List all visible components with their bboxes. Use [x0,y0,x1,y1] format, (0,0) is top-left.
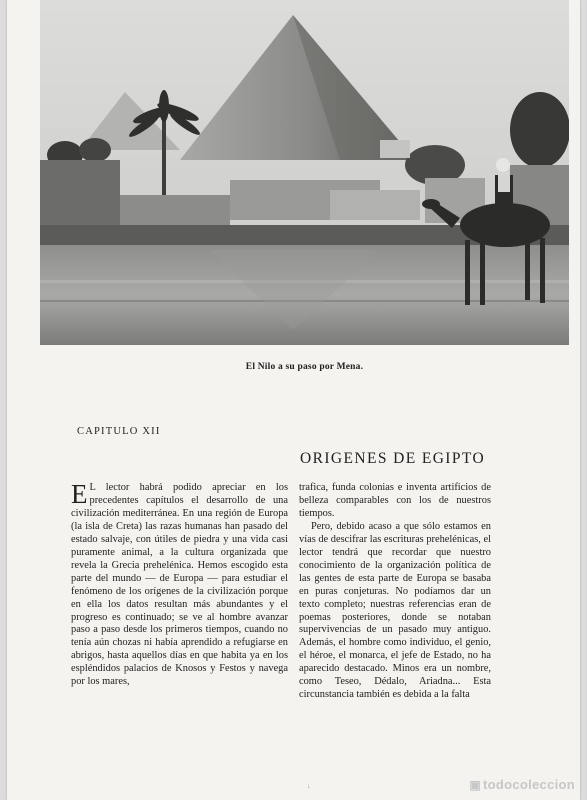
paragraph-intro [71,479,288,689]
paragraph-intro-text: L lector habrá podido apreciar en los precedentes capítulos el desarrollo de una civilización mediterránea. En una región de Europa (la isla de Creta) las razas humanas han pasado del estado salvaje, con útiles de piedra y una vida casi puramente animal, a la cultura organizada que revela la Grecia prehelénica. Hemos escogido esta parte del mundo — de Europa — para estudiar el fenómeno de los orígenes de la civilización porque en ella los datos resultan más abundantes y el progreso es continuado; se ve al hombre avanzar paso a paso desde los primeros tiempos, cuando no tenía aún chozas ni había aprendido a refugiarse en abrigos, hasta aquellos días en que habita ya en los espléndidos palacios de Knosos y Festos y navega por los mares, [71,482,288,688]
watermark-logo [469,777,575,792]
chapter-title: ORIGENES DE EGIPTO [300,450,486,468]
paragraph-pero: Pero, debido acaso a que sólo estamos en vías de descifrar las escrituras prehelénicas, el lector tendrá que recordar que nuestro conocimiento de la organización política de las gentes de esta parte de Europa se basaba en puras conjeturas. No podíamos dar un texto completo; nuestras referencias eran de poemas posteriores, donde se notaban supervivencias de un pasado muy antiguo. Además, el hombre como individuo, el genio, el héroe, el monarca, el jefe de Estado, no ha aparecido destacado. Minos era un nombre, como Teseo, Dédalo, Ariadna... Esta circunstancia también es debida a la falta [299,520,491,701]
body-column-left [71,479,288,689]
watermark-icon: ▣ [469,778,481,792]
pyramids-camel-image [40,0,569,345]
chapter-label: CAPITULO XII [77,426,161,437]
magazine-page [7,0,580,800]
watermark-text: todocoleccion [482,777,575,792]
drop-cap: E [71,479,88,509]
photo-caption: El Nilo a su paso por Mena. [245,362,364,372]
paragraph-continued: trafica, funda colonias e inventa artificios de belleza comparables con los de nuestros tiempos. [299,482,491,519]
page-mark: ↓ [307,782,311,790]
nile-photograph [40,0,569,345]
body-column-right [299,482,491,702]
